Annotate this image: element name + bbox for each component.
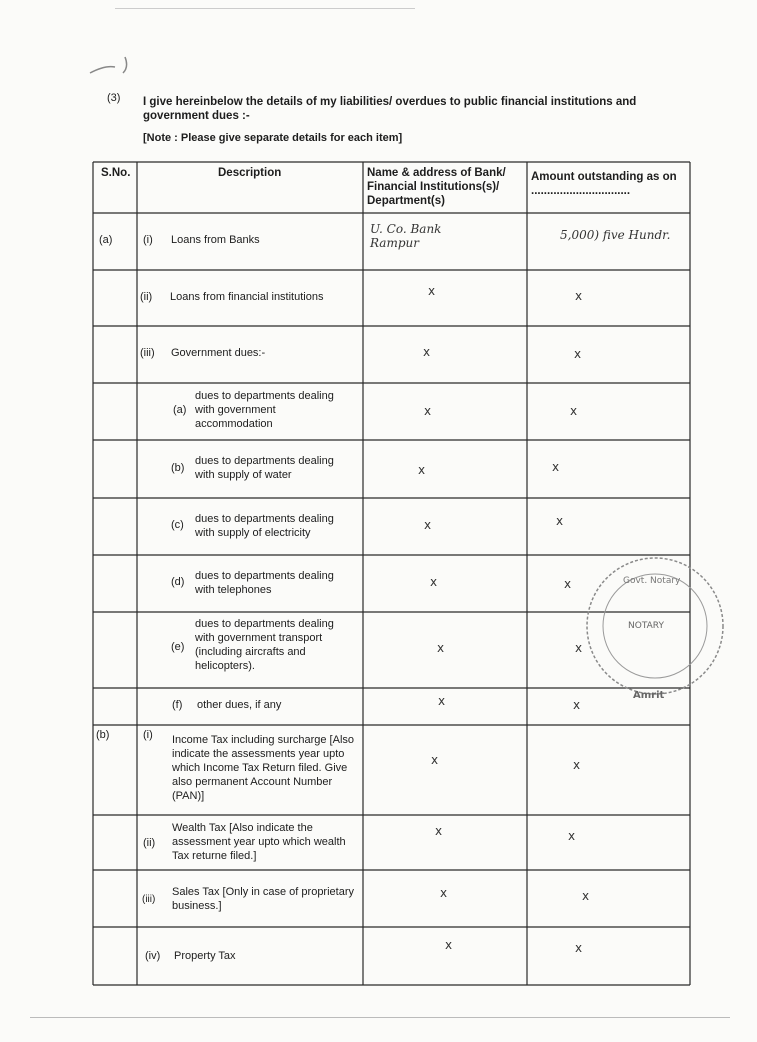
cross-mark: x [431, 753, 439, 767]
row-number: (f) [172, 699, 183, 711]
cross-mark: x [573, 698, 581, 712]
cross-mark: x [574, 347, 582, 361]
row-description: Government dues:- [171, 347, 266, 359]
cross-mark: x [424, 404, 432, 418]
cross-mark: x [445, 938, 453, 952]
notary-seal-stamp [583, 548, 733, 708]
cross-mark: x [570, 404, 578, 418]
row-number: (d) [171, 576, 185, 588]
header-bank: Name & address of Bank/ Financial Institutions(s)/ Department(s) [367, 167, 506, 207]
row-number: (iii) [140, 347, 155, 359]
row-number: (a) [173, 404, 187, 416]
cross-mark: x [556, 514, 564, 528]
row-sno: (b) [96, 729, 110, 741]
cross-mark: x [568, 829, 576, 843]
scan-edge-top [115, 8, 415, 9]
row-description: other dues, if any [197, 699, 282, 711]
row-number: (iv) [145, 950, 161, 962]
row-description: dues to departments dealing with government transport (including aircrafts and helicopters). [195, 618, 334, 672]
row-number: (i) [143, 234, 153, 246]
cross-mark: x [438, 694, 446, 708]
header-description: Description [218, 167, 282, 179]
row-sno: (a) [99, 234, 113, 246]
cross-mark: x [552, 460, 560, 474]
row-description: Income Tax including surcharge [Also indicate the assessments year upto which Income Tax Return filed. Give also permanent Account Number (PAN)] [172, 734, 355, 802]
cross-mark: x [564, 577, 572, 591]
cross-mark: x [575, 941, 583, 955]
row-description: dues to departments dealing with government accommodation [195, 390, 334, 430]
handwritten-bank-name: U. Co. Bank Rampur [370, 222, 442, 250]
row-description: dues to departments dealing with telephones [195, 570, 334, 596]
cross-mark: x [573, 758, 581, 772]
row-description: Sales Tax [Only in case of proprietary business.] [172, 886, 354, 912]
cross-mark: x [430, 575, 438, 589]
row-description: Wealth Tax [Also indicate the assessment year upto which wealth Tax returne filed.] [172, 822, 346, 862]
header-amount: Amount outstanding as on ............................... [531, 171, 677, 197]
row-description: dues to departments dealing with supply of electricity [195, 513, 334, 539]
row-number: (b) [171, 462, 185, 474]
row-description: dues to departments dealing with supply of water [195, 455, 334, 481]
row-number: (iii) [142, 894, 156, 905]
cross-mark: x [418, 463, 426, 477]
cross-mark: x [437, 641, 445, 655]
row-description: Loans from financial institutions [170, 291, 324, 303]
stamp-top-arc-text: Govt. Notary [623, 576, 681, 586]
row-number: (i) [143, 729, 153, 741]
cross-mark: x [435, 824, 443, 838]
row-number: (ii) [143, 837, 156, 849]
cross-mark: x [575, 641, 583, 655]
margin-scribble [85, 55, 145, 85]
stamp-bottom-arc-text: Amrit [633, 690, 665, 701]
cross-mark: x [582, 889, 590, 903]
handwritten-amount: 5,000) five Hundr. [560, 228, 671, 242]
row-number: (c) [171, 519, 184, 531]
cross-mark: x [440, 886, 448, 900]
section-number: (3) [107, 92, 121, 104]
row-description: Loans from Banks [171, 234, 260, 246]
cross-mark: x [575, 289, 583, 303]
row-number: (ii) [140, 291, 153, 303]
cross-mark: x [424, 518, 432, 532]
cross-mark: x [423, 345, 431, 359]
section-statement: I give hereinbelow the details of my liabilities/ overdues to public financial institutions and government dues :- [143, 96, 637, 122]
row-number: (e) [171, 641, 185, 653]
cross-mark: x [428, 284, 436, 298]
section-note: [Note : Please give separate details for each item] [143, 132, 403, 144]
row-description: Property Tax [174, 950, 236, 962]
stamp-center-text: NOTARY [628, 621, 664, 631]
scan-edge-bottom [30, 1017, 730, 1018]
header-sno: S.No. [101, 167, 131, 179]
